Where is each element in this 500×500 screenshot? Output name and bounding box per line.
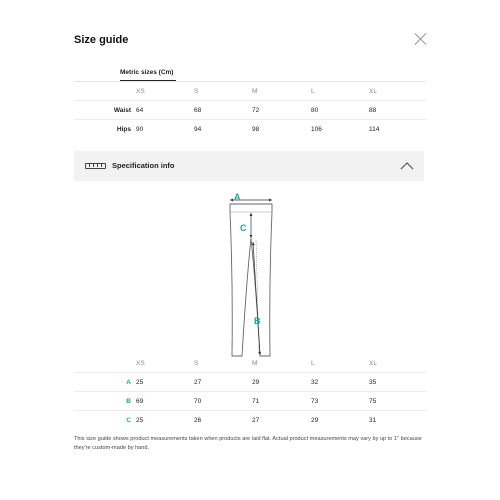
table-cell: 75	[369, 398, 377, 405]
table-row	[74, 120, 426, 139]
table-cell: 68	[194, 107, 202, 114]
table-cell: 25	[136, 417, 144, 424]
row-label-b: B	[126, 398, 131, 405]
table-cell: 71	[252, 398, 260, 405]
size-header-m: M	[252, 360, 258, 367]
marker-b: B	[254, 316, 261, 326]
table-cell: 32	[311, 379, 319, 386]
specification-info-toggle[interactable]	[74, 151, 424, 181]
marker-c: C	[240, 223, 247, 233]
row-label-hips: Hips	[116, 126, 131, 133]
table-header-row	[74, 82, 426, 101]
table-cell: 25	[136, 379, 144, 386]
table-cell: 94	[194, 126, 202, 133]
table-cell: 114	[369, 126, 380, 133]
table-cell: 73	[311, 398, 319, 405]
chevron-up-icon[interactable]	[400, 161, 414, 171]
table-cell: 80	[311, 107, 319, 114]
table-cell: 35	[369, 379, 377, 386]
size-header-s: S	[194, 360, 199, 367]
ruler-icon	[85, 163, 106, 169]
tab-metric-sizes[interactable]: Metric sizes (Cm)	[120, 69, 174, 76]
size-header-xs: XS	[136, 360, 145, 367]
row-label-c: C	[126, 417, 131, 424]
table-cell: 64	[136, 107, 144, 114]
table-cell: 90	[136, 126, 144, 133]
table-cell: 98	[252, 126, 260, 133]
table-cell: 31	[369, 417, 377, 424]
specification-info-label: Specification info	[112, 161, 175, 170]
marker-a: A	[234, 192, 241, 202]
leggings-diagram	[220, 192, 282, 360]
table-cell: 72	[252, 107, 260, 114]
table-cell: 29	[311, 417, 319, 424]
table-row	[74, 392, 426, 411]
table-cell: 69	[136, 398, 144, 405]
size-guide-modal	[66, 20, 434, 482]
table-cell: 27	[194, 379, 202, 386]
size-header-l: L	[311, 88, 315, 95]
table-row	[74, 373, 426, 392]
table-cell: 106	[311, 126, 322, 133]
row-label-a: A	[126, 379, 131, 386]
size-header-s: S	[194, 88, 199, 95]
table-row	[74, 101, 426, 120]
size-header-xl: XL	[369, 88, 377, 95]
table-cell: 88	[369, 107, 377, 114]
row-label-waist: Waist	[113, 107, 131, 114]
close-icon[interactable]	[414, 32, 428, 46]
spec-table	[74, 354, 426, 430]
table-cell: 27	[252, 417, 260, 424]
size-header-xs: XS	[136, 88, 145, 95]
size-header-xl: XL	[369, 360, 377, 367]
measurement-footnote: This size guide shows product measurements taken when products are laid flat. Actual product measurements may vary by up to 1" because they're custom-made by hand.	[74, 436, 422, 451]
modal-title: Size guide	[74, 34, 129, 46]
size-header-m: M	[252, 88, 258, 95]
size-table	[74, 82, 426, 139]
size-header-l: L	[311, 360, 315, 367]
table-cell: 70	[194, 398, 202, 405]
table-cell: 26	[194, 417, 202, 424]
table-row	[74, 411, 426, 430]
table-header-row	[74, 354, 426, 373]
table-cell: 29	[252, 379, 260, 386]
